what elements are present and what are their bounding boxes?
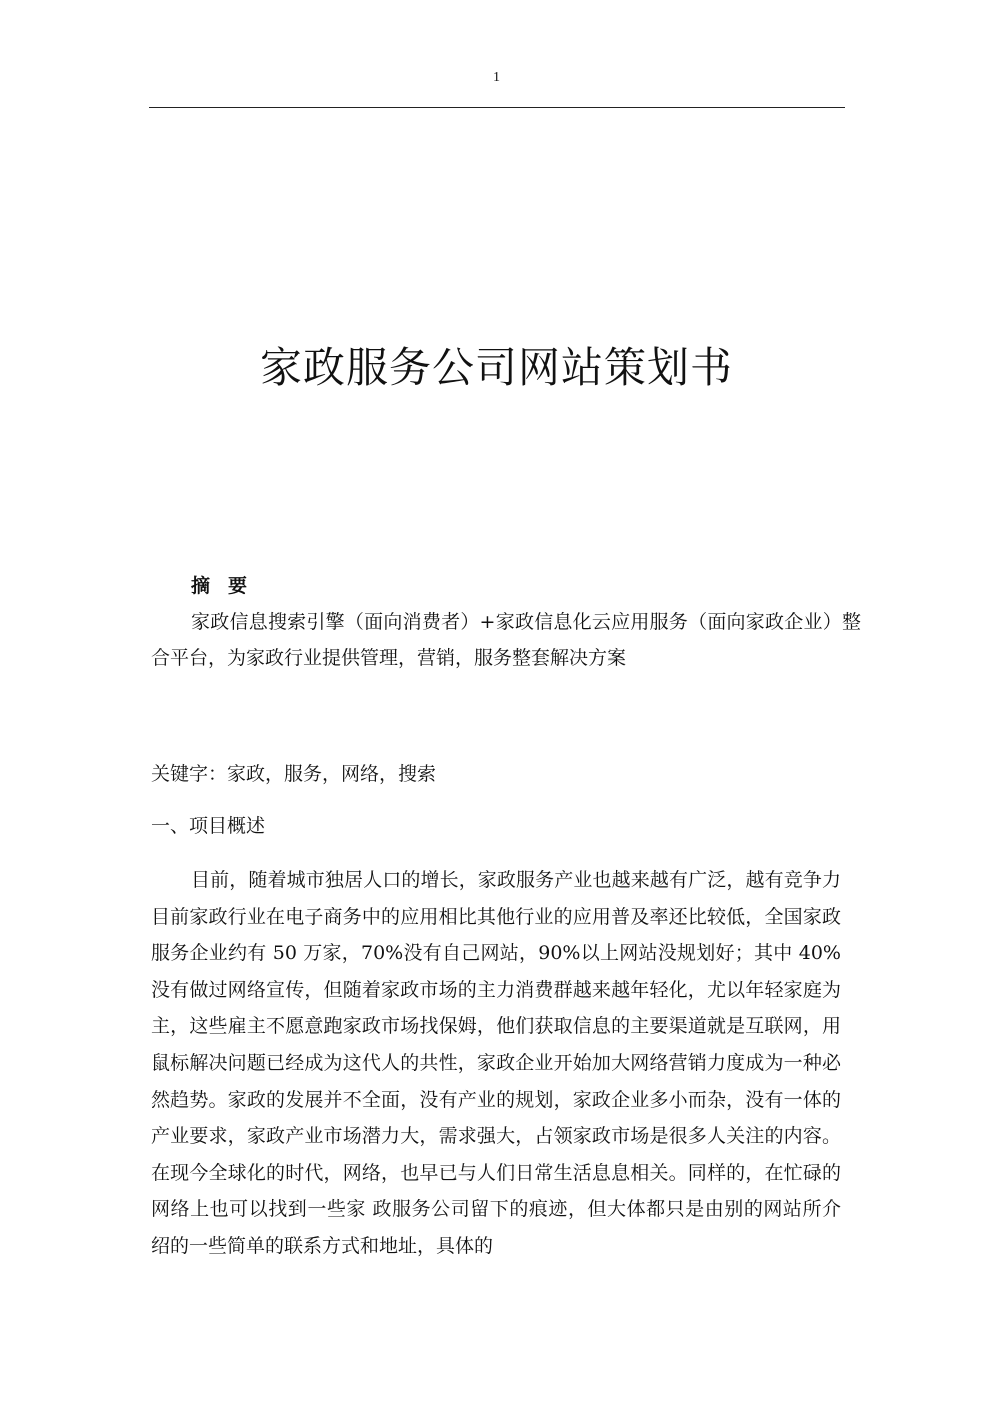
abstract-heading: 摘要 [191,575,266,597]
section-paragraph: 目前，随着城市独居人口的增长，家政服务产业也越来越有广泛，越有竞争力目前家政行业在电子商务中的应用相比其他行业的应用普及率还比较低，全国家政服务企业约有 50 万家，70%没有自己网站，90%以上网站没规划好；其中 40%没有做过网络宣传，但随着家政市场的主力消费群越来越年轻化，尤以年轻家庭为主，这些雇主不愿意跑家政市场找保姆，他们获取信息的主要渠道就是互联网，用鼠标解决问题已经成为这代人的共性，家政企业开始加大网络营销力度成为一种必然趋势。家政的发展并不全面，没有产业的规划，家政企业多小而杂，没有一体的产业要求，家政产业市场潜力大，需求强大，占领家政市场是很多人关注的内容。在现今全球化的时代，网络，也早已与人们日常生活息息相关。同样的，在忙碌的网络上也可以找到一些家 政服务公司留下的痕迹，但大体都只是由别的网站所介绍的一些简单的联系方式和地址，具体的 [151,869,841,1257]
page-number: 1 [493,70,500,85]
document-title: 家政服务公司网站策划书 [259,343,733,392]
keywords-line: 关键字：家政，服务，网络，搜索 [151,763,437,785]
abstract-paragraph: 家政信息搜索引擎（面向消费者）+家政信息化云应用服务（面向家政企业）整合平台，为家政行业提供管理，营销，服务整套解决方案 [151,611,861,669]
header-rule [149,107,845,108]
section-heading: 一、项目概述 [151,815,266,837]
